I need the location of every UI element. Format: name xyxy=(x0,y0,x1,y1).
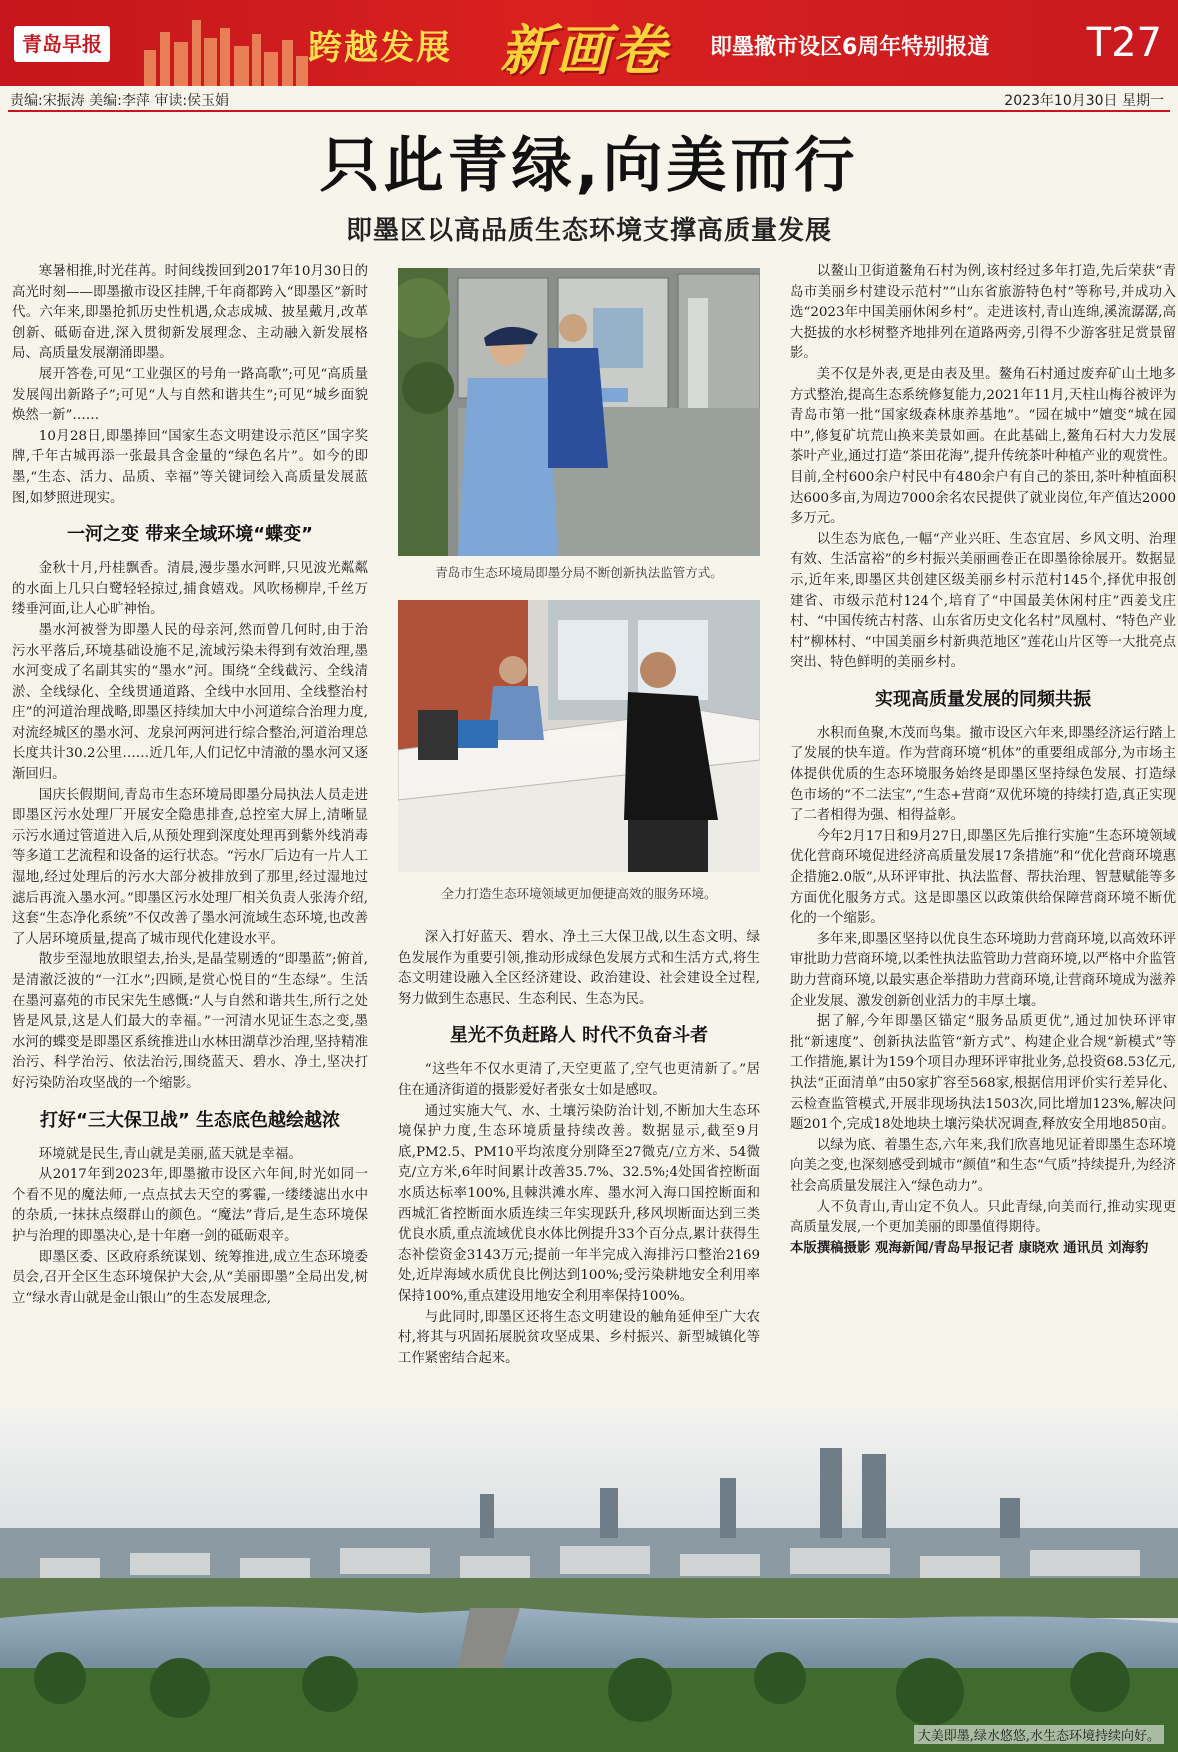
city-panorama-image xyxy=(0,1408,1178,1752)
paragraph: 环境就是民生,青山就是美丽,蓝天就是幸福。 xyxy=(38,1146,302,1162)
photo-caption: 大美即墨,绿水悠悠,水生态环境持续向好。 xyxy=(914,1725,1164,1744)
dateline: 2023年10月30日 星期一 xyxy=(1004,93,1164,109)
paragraph: 以绿为底、着墨生态,六年来,我们欣喜地见证着即墨生态环境向美之变,也深刻感受到城市“颜值”和生态“气质”持续提升,为经济社会高质量发展注入“绿色动力”。 xyxy=(790,1137,1176,1194)
paragraph: 即墨区委、区政府系统谋划、统筹推进,成立生态环境委员会,召开全区生态环境保护大会,从“美丽即墨”全局出发,树立“绿水青山就是金山银山”的生态发展理念, xyxy=(12,1249,368,1306)
paragraph: 散步至湿地放眼望去,抬头,是晶莹剔透的“即墨蓝”;俯首,是清澈泛波的“一江水”;四顾,是赏心悦目的“生态绿”。生活在墨河嘉苑的市民宋先生感慨:“人与自然和谐共生,所行之处皆是风景,这是人们最大的幸福。”一河清水见证生态之变,墨水河的蝶变是即墨区系统推进山水林田湖草沙治理,坚持精准治污、科学治污、依法治污,围绕蓝天、碧水、净土,坚决打好污染防治攻坚战的一个缩影。 xyxy=(12,952,368,1091)
editor-credits: 责编:宋振涛 美编:李萍 审读:侯玉娟 xyxy=(10,93,230,109)
paragraph: 与此同时,即墨区还将生态文明建设的触角延伸至广大农村,将其与巩固拓展脱贫攻坚成果、乡村振兴、新型城镇化等工作紧密结合起来。 xyxy=(398,1309,760,1366)
paragraph: 从2017年到2023年,即墨撤市设区六年间,时光如同一个看不见的魔法师,一点点拭去天空的雾霾,一缕缕滤出水中的杂质,一抹抹点缀群山的颜色。“魔法”背后,是生态环境保护与治理的即墨决心,是十年磨一剑的砥砺艰辛。 xyxy=(12,1167,368,1244)
paragraph: 展开答卷,可见“工业强区的号角一路高歌”;可见“高质量发展闯出新路子”;可见“人与自然和谐共生”;可见“城乡面貌焕然一新”…… xyxy=(12,366,368,424)
header-rule xyxy=(8,110,1170,112)
article-column-1 xyxy=(12,262,368,1392)
photo-inspection xyxy=(398,268,760,556)
page-title: 只此青绿,向美而行 xyxy=(319,131,859,201)
paragraph: 人不负青山,青山定不负人。只此青绿,向美而行,推动实现更高质量发展,一个更加美丽的即墨值得期待。 xyxy=(790,1199,1176,1236)
paragraph: 多年来,即墨区坚持以优良生态环境助力营商环境,以高效环评审批助力营商环境,以柔性执法监管助力营商环境,以严格中介监管助力营商环境,以最实惠企举措助力营商环境,让营商环境成为滋养企业发展、激发创新创业活力的丰厚土壤。 xyxy=(790,931,1176,1009)
inspection-photo-image xyxy=(398,268,760,556)
panorama-photo xyxy=(0,1408,1178,1752)
section-heading: 一河之变 带来全域环境“蝶变” xyxy=(67,524,313,546)
paragraph: 美不仅是外表,更是由表及里。鳌角石村通过废弃矿山土地多方式整治,提高生态系统修复能力,2021年11月,天柱山梅谷被评为青岛市第一批“国家级森林康养基地”。“园在城中”嬗变“城在园中”,修复矿坑荒山换来美景如画。在此基础上,鳌角石村大力发展茶叶产业,通过打造“茶田花海”,提升传统茶叶种植产业的观赏性。目前,全村600余户村民中有480余户有自己的茶田,茶叶种植面积达600多亩,为周边7000余名农民提供了就业岗位,年产值达2000多万元。 xyxy=(790,366,1176,527)
paragraph: 深入打好蓝天、碧水、净土三大保卫战,以生态文明、绿色发展作为重要引领,推动形成绿色发展方式和生活方式,将生态文明建设融入全区经济建设、政治建设、社会建设全过程,努力做到生态惠民、生态利民、生态为民。 xyxy=(398,930,760,1007)
article-column-2 xyxy=(398,928,760,1392)
paragraph: 金秋十月,丹桂飘香。清晨,漫步墨水河畔,只见波光粼粼的水面上几只白鹭轻轻掠过,捕食嬉戏。风吹杨柳岸,千丝万缕垂河面,让人心旷神怡。 xyxy=(12,561,368,618)
newspaper-logo: 青岛早报 xyxy=(14,26,110,62)
service-photo-image xyxy=(398,600,760,872)
paragraph: “这些年不仅水更清了,天空更蓝了,空气也更清新了。”居住在通济街道的摄影爱好者张女士如是感叹。 xyxy=(398,1062,760,1098)
paragraph: 寒暑相推,时光荏苒。时间线拨回到2017年10月30日的高光时刻——即墨撤市设区挂牌,千年商都跨入“即墨区”新时代。六年来,即墨抢抓历史性机遇,众志成城、披星戴月,改革创新、砥砺奋进,深入贯彻新发展理念、主动融入新发展格局、高质量发展潮涌即墨。 xyxy=(12,264,368,362)
page-subtitle: 即墨区以高品质生态环境支撑高质量发展 xyxy=(345,216,832,246)
masthead-theme: 跨越发展 xyxy=(308,28,452,68)
byline: 本版撰稿摄影 观海新闻/青岛早报记者 康晓欢 通讯员 刘海豹 xyxy=(790,1240,1149,1256)
photo-service-counter xyxy=(398,600,760,872)
skyline-icon xyxy=(140,10,310,86)
section-heading: 实现高质量发展的同频共振 xyxy=(875,688,1091,710)
paragraph: 墨水河被誉为即墨人民的母亲河,然而曾几何时,由于治污水平落后,环境基础设施不足,流域污染未得到有效治理,墨水河变成了名副其实的“墨水”河。围绕“全线截污、全线清淤、全线绿化、全线贯通道路、全线中水回用、全线整治村庄”的河道治理战略,即墨区持续加大中小河道综合治理力度,对流经城区的墨水河、龙泉河两河进行综合整治,河道治理总长度共计30.2公里……近几年,人们记忆中清澈的墨水河又逐渐回归。 xyxy=(12,622,368,783)
masthead-brush-title: 新画卷 xyxy=(500,18,668,82)
paragraph: 国庆长假期间,青岛市生态环境局即墨分局执法人员走进即墨区污水处理厂开展安全隐患排查,总控室大屏上,清晰显示污水通过管道进入后,从预处理到深度处理再到紫外线消毒等多道工艺流程和设备的运行状态。“污水厂后边有一片人工湿地,经过处理后的污水大部分被排放到了那里,经过湿地过滤后再流入墨水河。”即墨区污水处理厂相关负责人张涛介绍,这套“生态净化系统”不仅改善了墨水河流域生态环境,也改善了人居环境质量,提高了城市现代化建设水平。 xyxy=(12,787,368,947)
paragraph: 今年2月17日和9月27日,即墨区先后推行实施“生态环境领域优化营商环境促进经济高质量发展17条措施”和“优化营商环境惠企措施2.0版”,从环评审批、执法监督、帮扶治理、智慧赋能等多方面优化服务方式。这是即墨区以政策供给保障营商环境不断优化的一个缩影。 xyxy=(790,828,1176,927)
photo-caption: 青岛市生态环境局即墨分局不断创新执法监管方式。 xyxy=(435,565,723,580)
paragraph: 据了解,今年即墨区锚定“服务品质更优”,通过加快环评审批“新速度”、创新执法监管“新方式”、构建企业合规“新模式”等工作措施,累计为159个项目办理环评审批业务,总投资68.53亿元,执法“正面清单”由50家扩容至568家,根据信用评价实行差异化、云检查监管模式,开展非现场执法1503次,同比增加123%,解决问题201个,完成18处地块土壤污染状况调查,释放安全用地850亩。 xyxy=(790,1014,1176,1133)
page-number: T27 xyxy=(1086,20,1162,66)
masthead-subtitle: 即墨撤市设区6周年特别报道 xyxy=(710,35,990,60)
section-heading: 打好“三大保卫战” 生态底色越绘越浓 xyxy=(40,1109,340,1131)
photo-caption: 全力打造生态环境领域更加便捷高效的服务环境。 xyxy=(441,886,717,901)
paragraph: 水积而鱼聚,木茂而鸟集。撤市设区六年来,即墨经济运行踏上了发展的快车道。作为营商环境“机体”的重要组成部分,为市场主体提供优质的生态环境服务始终是即墨区坚持绿色发展、打造绿色市场的“不二法宝”,“生态+营商”双优环境的持续打造,真正实现了二者相得为强、相得益彰。 xyxy=(790,725,1176,824)
masthead xyxy=(0,0,1178,86)
paragraph: 10月28日,即墨捧回“国家生态文明建设示范区”国字奖牌,千年古城再添一张最具含金量的“绿色名片”。如今的即墨,“生态、活力、品质、幸福”等关键词绘入高质量发展蓝图,如梦照进现实。 xyxy=(12,428,368,506)
section-heading: 星光不负赶路人 时代不负奋斗者 xyxy=(449,1025,709,1047)
paragraph: 以鳌山卫街道鳌角石村为例,该村经过多年打造,先后荣获“青岛市美丽乡村建设示范村”“山东省旅游特色村”等称号,并成功入选“2023年中国美丽休闲乡村”。走进该村,青山连绵,溪流潺潺,高大挺拔的水杉树整齐地排列在道路两旁,引得不少游客驻足赏景留影。 xyxy=(790,264,1176,362)
paragraph: 通过实施大气、水、土壤污染防治计划,不断加大生态环境保护力度,生态环境质量持续改善。数据显示,截至9月底,PM2.5、PM10平均浓度分别降至27微克/立方米、54微克/立方米,6年时间累计改善35.7%、32.5%;4处国省控断面水质达标率100%,且棘洪滩水库、墨水河入海口国控断面和西城汇省控断面水质连续三年实现跃升,移风坝断面达到三类优良水质,重点流域优良水体比例提升33个百分点,累计获得生态补偿资金3143万元;提前一年半完成入海排污口整治2169处,近岸海域水质优良比例达到100%;受污染耕地安全利用率保持100%,重点建设用地安全利用率保持100%。 xyxy=(398,1103,760,1304)
article-column-3 xyxy=(790,262,1176,1392)
paragraph: 以生态为底色,一幅“产业兴旺、生态宜居、乡风文明、治理有效、生活富裕”的乡村振兴美丽画卷正在即墨徐徐展开。数据显示,近年来,即墨区共创建区级美丽乡村示范村145个,择优申报创建省、市级示范村124个,培育了“中国最美休闲村庄”西姜戈庄村、“中国传统古村落、山东省历史文化名村”凤凰村、“特色产业村”柳林村、“中国美丽乡村新典范地区”莲花山片区等一大批亮点突出、特色鲜明的美丽乡村。 xyxy=(790,531,1176,671)
